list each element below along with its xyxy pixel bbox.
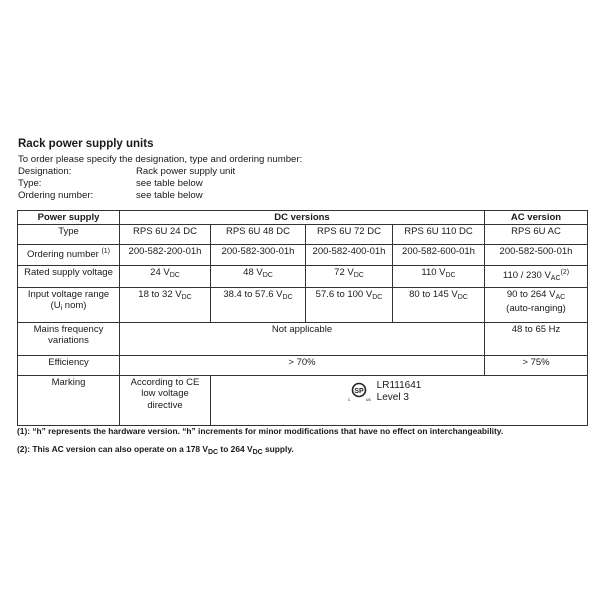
marking-ce-cell bbox=[120, 375, 211, 425]
input-cell bbox=[211, 287, 306, 322]
ordering-cell: 200-582-400-01h bbox=[306, 244, 393, 265]
input-unit: AC bbox=[555, 293, 566, 301]
row-label: Efficiency bbox=[18, 355, 120, 375]
input-label-sub: i bbox=[60, 305, 63, 312]
efficiency-ac-cell: > 75% bbox=[485, 355, 588, 375]
csa-logo-text: SP bbox=[353, 387, 364, 395]
designation-row bbox=[18, 166, 235, 177]
ce-line2: low voltage bbox=[141, 388, 189, 399]
mains-label-line1: Mains frequency bbox=[33, 323, 104, 335]
rated-voltage-row bbox=[18, 265, 588, 287]
rated-cell bbox=[393, 265, 485, 287]
type-cell: RPS 6U 48 DC bbox=[211, 224, 306, 244]
csa-cert-number: LR111641 bbox=[376, 379, 422, 391]
input-cell bbox=[485, 287, 588, 322]
rated-value: 48 V bbox=[243, 266, 263, 278]
ordering-number-row bbox=[18, 190, 203, 201]
input-voltage-row bbox=[18, 287, 588, 322]
input-label-prefix: (U bbox=[50, 300, 61, 311]
row-label bbox=[18, 244, 120, 265]
input-cell bbox=[120, 287, 211, 322]
ordering-cell: 200-582-300-01h bbox=[211, 244, 306, 265]
mains-dc-cell: Not applicable bbox=[120, 322, 485, 355]
input-cell bbox=[393, 287, 485, 322]
page-title: Rack power supply units bbox=[18, 138, 154, 150]
ordering-number-value: see table below bbox=[136, 190, 203, 201]
type-cell: RPS 6U 72 DC bbox=[306, 224, 393, 244]
rated-unit: DC bbox=[169, 271, 180, 279]
row-label: Marking bbox=[18, 375, 120, 425]
footnote-2-sub-2: DC bbox=[252, 449, 263, 456]
ordering-number-label: Ordering number: bbox=[18, 190, 94, 201]
header-ac-version: AC version bbox=[485, 211, 588, 225]
header-power-supply: Power supply bbox=[18, 211, 120, 225]
csa-logo-us: us bbox=[365, 396, 371, 402]
specs-table bbox=[17, 210, 588, 426]
designation-value: Rack power supply unit bbox=[136, 166, 236, 177]
auto-ranging-note: (auto-ranging) bbox=[506, 303, 566, 314]
type-value: see table below bbox=[136, 178, 203, 189]
header-dc-versions: DC versions bbox=[120, 211, 485, 225]
ordering-cell: 200-582-500-01h bbox=[485, 244, 588, 265]
footnote-2-part-b: to 264 V bbox=[218, 444, 253, 454]
intro-text: To order please specify the designation, type and ordering number: bbox=[18, 154, 303, 165]
footnote-2-part-a: (2): This AC version can also operate on a 178 V bbox=[17, 444, 208, 454]
row-label: Rated supply voltage bbox=[18, 265, 120, 287]
mains-label-line2: variations bbox=[48, 335, 89, 346]
row-label bbox=[18, 322, 120, 355]
rated-value: 110 V bbox=[421, 266, 446, 278]
rated-unit: DC bbox=[353, 271, 364, 279]
input-value: 18 to 32 V bbox=[138, 288, 182, 300]
rated-cell bbox=[211, 265, 306, 287]
efficiency-dc-cell: > 70% bbox=[120, 355, 485, 375]
type-row bbox=[18, 224, 588, 244]
input-unit: DC bbox=[372, 293, 383, 301]
input-unit: DC bbox=[457, 293, 468, 301]
footnote-1: (1): “h” represents the hardware version. “h” increments for minor modifications that have no effect on interchangeability. bbox=[17, 426, 504, 436]
designation-label: Designation: bbox=[18, 166, 72, 177]
rated-cell bbox=[120, 265, 211, 287]
type-cell: RPS 6U 110 DC bbox=[393, 224, 485, 244]
csa-logo-c: c bbox=[347, 396, 350, 402]
rated-value: 72 V bbox=[334, 266, 354, 278]
ordering-cell: 200-582-600-01h bbox=[393, 244, 485, 265]
input-unit: DC bbox=[181, 293, 192, 301]
rated-unit: DC bbox=[262, 271, 273, 279]
footnote-ref-2: (2) bbox=[560, 268, 570, 276]
ordering-row bbox=[18, 244, 588, 265]
input-value: 90 to 264 V bbox=[506, 288, 556, 300]
csa-logo-icon bbox=[347, 382, 373, 402]
ordering-cell: 200-582-200-01h bbox=[120, 244, 211, 265]
rated-value: 24 V bbox=[150, 266, 170, 278]
marking-row bbox=[18, 375, 588, 425]
rated-cell bbox=[485, 265, 588, 287]
rated-unit: DC bbox=[445, 271, 456, 279]
input-unit: DC bbox=[282, 293, 293, 301]
input-value: 80 to 145 V bbox=[409, 288, 458, 300]
footnote-ref-1: (1) bbox=[101, 247, 110, 255]
ordering-label: Ordering number bbox=[26, 248, 99, 260]
footnote-2-sub-1: DC bbox=[207, 449, 219, 456]
type-label: Type: bbox=[18, 178, 42, 189]
efficiency-row bbox=[18, 355, 588, 375]
row-label: Type bbox=[18, 224, 120, 244]
type-cell: RPS 6U 24 DC bbox=[120, 224, 211, 244]
ce-line1: According to CE bbox=[130, 376, 200, 388]
input-cell bbox=[306, 287, 393, 322]
input-value: 57.6 to 100 V bbox=[315, 288, 373, 300]
rated-value: 110 / 230 V bbox=[502, 269, 551, 281]
footnote-2 bbox=[17, 444, 294, 456]
input-label-suffix: nom) bbox=[62, 300, 87, 311]
csa-level: Level 3 bbox=[376, 391, 409, 403]
ce-line3: directive bbox=[147, 399, 183, 411]
row-label bbox=[18, 287, 120, 322]
csa-mark bbox=[347, 380, 422, 404]
type-row bbox=[18, 178, 203, 189]
type-cell: RPS 6U AC bbox=[485, 224, 588, 244]
input-label-line1: Input voltage range bbox=[27, 288, 110, 300]
header-row bbox=[18, 211, 588, 225]
mains-ac-cell: 48 to 65 Hz bbox=[485, 322, 588, 355]
footnote-2-part-c: supply. bbox=[262, 444, 294, 454]
mains-frequency-row bbox=[18, 322, 588, 355]
rated-unit: AC bbox=[550, 274, 561, 282]
input-value: 38.4 to 57.6 V bbox=[223, 288, 283, 300]
rated-cell bbox=[306, 265, 393, 287]
marking-csa-cell bbox=[211, 375, 588, 425]
